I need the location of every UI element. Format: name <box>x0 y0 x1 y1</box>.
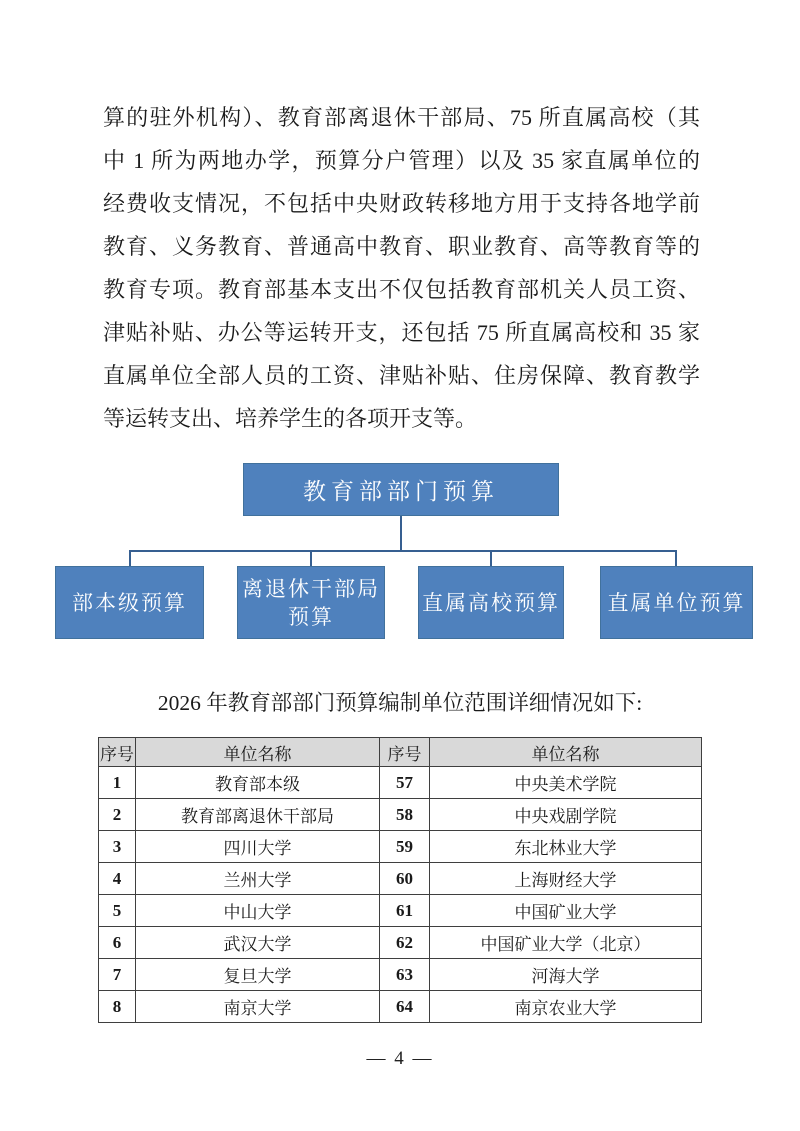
cell-index: 7 <box>99 959 136 991</box>
cell-unit-name: 兰州大学 <box>136 863 380 895</box>
org-chart-child-box-affiliated-units: 直属单位预算 <box>600 566 753 639</box>
cell-index: 4 <box>99 863 136 895</box>
cell-unit-name: 复旦大学 <box>136 959 380 991</box>
table-row <box>99 863 702 895</box>
body-paragraph <box>103 96 700 440</box>
connector-drop <box>490 550 492 567</box>
org-chart-child-box-ministry-level: 部本级预算 <box>55 566 204 639</box>
cell-index: 1 <box>99 767 136 799</box>
paragraph-line: 津贴补贴、办公等运转开支，还包括 75 所直属高校和 35 家 <box>103 320 700 345</box>
cell-unit-name: 东北林业大学 <box>430 831 702 863</box>
cell-index: 8 <box>99 991 136 1023</box>
cell-index: 60 <box>380 863 430 895</box>
table-row <box>99 991 702 1023</box>
table-row <box>99 767 702 799</box>
table-row <box>99 831 702 863</box>
org-chart-root-box: 教育部部门预算 <box>243 463 559 516</box>
table-header-row <box>99 738 702 767</box>
cell-index: 58 <box>380 799 430 831</box>
cell-index: 57 <box>380 767 430 799</box>
header-index-2: 序号 <box>380 738 430 767</box>
table-row <box>99 895 702 927</box>
cell-index: 3 <box>99 831 136 863</box>
cell-unit-name: 南京农业大学 <box>430 991 702 1023</box>
paragraph-line: 教育、义务教育、普通高中教育、职业教育、高等教育等的 <box>103 234 700 259</box>
cell-index: 61 <box>380 895 430 927</box>
org-chart-child-box-affiliated-universities: 直属高校预算 <box>418 566 564 639</box>
cell-unit-name: 河海大学 <box>430 959 702 991</box>
cell-index: 63 <box>380 959 430 991</box>
cell-unit-name: 四川大学 <box>136 831 380 863</box>
page-number: — 4 — <box>366 1048 434 1069</box>
connector-drop <box>310 550 312 567</box>
cell-index: 62 <box>380 927 430 959</box>
units-table <box>98 737 702 1023</box>
table-row <box>99 799 702 831</box>
cell-unit-name: 南京大学 <box>136 991 380 1023</box>
cell-unit-name: 武汉大学 <box>136 927 380 959</box>
cell-unit-name: 中国矿业大学（北京） <box>430 927 702 959</box>
paragraph-line: 直属单位全部人员的工资、津贴补贴、住房保障、教育教学 <box>103 363 700 388</box>
cell-index: 6 <box>99 927 136 959</box>
cell-unit-name: 上海财经大学 <box>430 863 702 895</box>
units-table-body <box>99 767 702 1023</box>
table-row <box>99 927 702 959</box>
table-row <box>99 959 702 991</box>
cell-unit-name: 中山大学 <box>136 895 380 927</box>
paragraph-line: 经费收支情况，不包括中央财政转移地方用于支持各地学前 <box>103 191 700 216</box>
org-chart <box>0 440 800 670</box>
cell-unit-name: 教育部离退休干部局 <box>136 799 380 831</box>
header-unit-name-1: 单位名称 <box>136 738 380 767</box>
connector-drop <box>675 550 677 567</box>
cell-unit-name: 中央美术学院 <box>430 767 702 799</box>
cell-index: 5 <box>99 895 136 927</box>
cell-unit-name: 中国矿业大学 <box>430 895 702 927</box>
connector-drop <box>129 550 131 567</box>
header-unit-name-2: 单位名称 <box>430 738 702 767</box>
paragraph-line: 算的驻外机构）、教育部离退休干部局、75 所直属高校（其 <box>103 105 700 130</box>
connector-rail <box>129 550 677 552</box>
cell-unit-name: 教育部本级 <box>136 767 380 799</box>
cell-index: 64 <box>380 991 430 1023</box>
connector-stem <box>400 516 402 550</box>
paragraph-line: 教育专项。教育部基本支出不仅包括教育部机关人员工资、 <box>103 277 700 302</box>
cell-index: 59 <box>380 831 430 863</box>
paragraph-line: 中 1 所为两地办学，预算分户管理）以及 35 家直属单位的 <box>103 148 700 173</box>
paragraph-line: 等运转支出、培养学生的各项开支等。 <box>103 406 478 431</box>
org-chart-child-box-retired-cadres: 离退休干部局预算 <box>237 566 385 639</box>
table-caption: 2026 年教育部部门预算编制单位范围详细情况如下: <box>157 691 643 715</box>
cell-unit-name: 中央戏剧学院 <box>430 799 702 831</box>
cell-index: 2 <box>99 799 136 831</box>
header-index-1: 序号 <box>99 738 136 767</box>
